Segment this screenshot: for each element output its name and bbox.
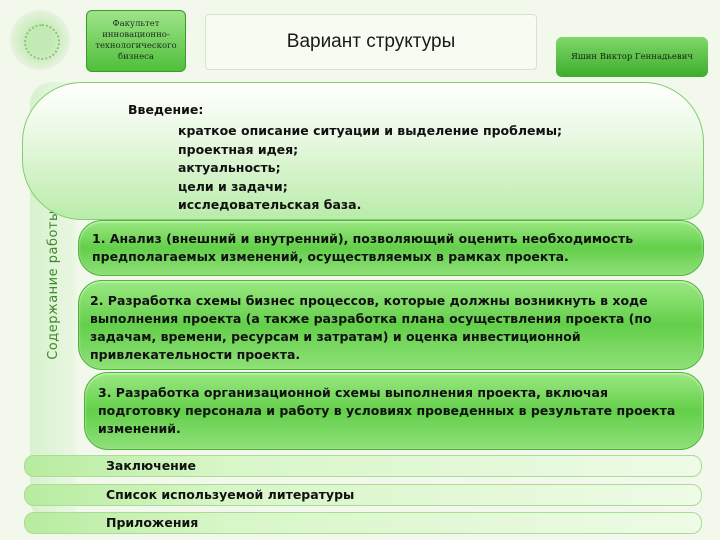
intro-item: исследовательская база. [178,197,362,212]
title-box [205,14,537,70]
appendix-label: Приложения [106,515,199,530]
intro-title: Введение: [128,102,204,117]
intro-item: краткое описание ситуации и выделение проблемы; [178,123,563,138]
conclusion-label: Заключение [106,458,197,473]
page-title: Вариант структуры [286,31,456,52]
author-name: Яшин Виктор Геннадьевич [570,52,693,62]
faculty-logo-box [86,10,186,72]
faculty-name: Факультет инновационно-технологического бизнеса [95,19,177,62]
intro-item: цели и задачи; [178,178,288,194]
sidebar-label: Содержание работы [46,210,61,360]
intro-item: актуальность; [178,160,281,175]
literature-label: Список используемой литературы [106,487,355,502]
intro-list [178,122,562,215]
intro-item: проектная идея; [178,141,299,157]
section-1-text: 1. Анализ (внешний и внутренний), позволяющий оценить необходимость предполагаемых изменений, осуществляемых в рамках проекта. [92,231,634,264]
section-2-text: 2. Разработка схемы бизнес процессов, которые должны возникнуть в ходе выполнения проекта (а также разработка плана осуществления проекта (по задачам, времени, ресурсам и затратам) и оценка инвестиционной привлекательности проекта. [90,293,652,362]
decorative-emblem-icon [10,10,70,70]
section-3-text: 3. Разработка организационной схемы выполнения проекта, включая подготовку персонала и работу в условиях проведенных в результате проекта изменений. [98,385,676,436]
author-box [556,37,708,77]
